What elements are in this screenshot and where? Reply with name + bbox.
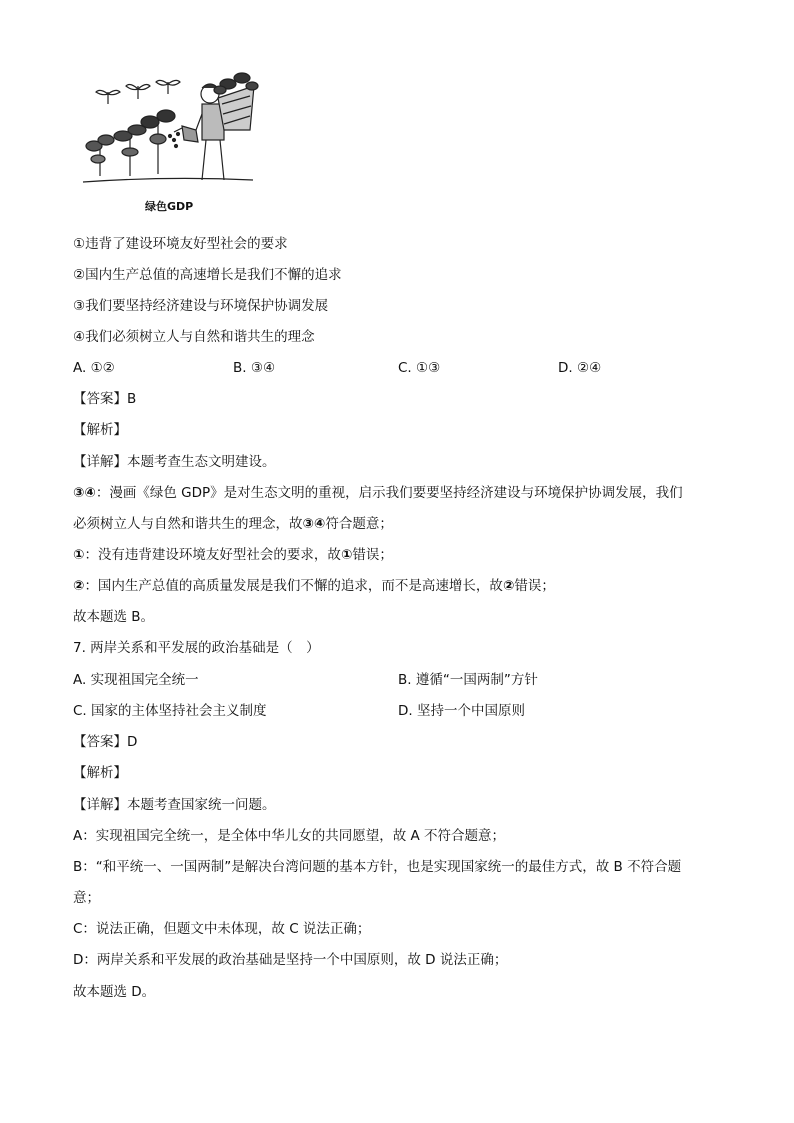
q7-option-d: D. 坚持一个中国原则 — [398, 703, 525, 719]
q6-option-d: D. ②④ — [558, 360, 602, 376]
q6-explain-3 — [73, 576, 555, 596]
explain-text: ：没有违背建设环境友好型社会的要求，故 — [84, 547, 341, 563]
q6-option-b: B. ③④ — [233, 360, 276, 376]
explain-key: ③④ — [73, 485, 96, 501]
q6-explain-1-cont — [73, 514, 393, 534]
q7-answer — [73, 732, 137, 752]
statement-4: ④我们必须树立人与自然和谐共生的理念 — [73, 329, 315, 345]
q6-explain-2 — [73, 545, 393, 565]
q7-explain-c: C：说法正确，但题文中未体现，故 C 说法正确； — [73, 921, 371, 937]
explain-text: 错误； — [352, 547, 393, 563]
explain-key: ② — [73, 578, 85, 594]
q7-explain-a: A：实现祖国完全统一，是全体中华儿女的共同愿望，故 A 不符合题意； — [73, 828, 506, 844]
cartoon-caption: 绿色GDP — [145, 200, 194, 213]
q7-conclusion: 故本题选 D。 — [73, 984, 156, 1000]
explain-text: 符合题意； — [325, 516, 393, 532]
q6-option-a: A. ①② — [73, 360, 115, 376]
detail-text: 本题考查国家统一问题。 — [127, 797, 276, 813]
q6-conclusion: 故本题选 B。 — [73, 609, 155, 625]
answer-value: B — [127, 391, 137, 407]
q6-option-c: C. ①③ — [398, 360, 441, 376]
q6-detail — [73, 452, 276, 472]
detail-tag: 【详解】 — [73, 454, 127, 470]
q7-option-b: B. 遵循“一国两制”方针 — [398, 672, 538, 688]
q7-explain-d: D：两岸关系和平发展的政治基础是坚持一个中国原则，故 D 说法正确； — [73, 952, 508, 968]
statement-3: ③我们要坚持经济建设与环境保护协调发展 — [73, 298, 329, 314]
q6-analysis-tag: 【解析】 — [73, 422, 127, 438]
q7-detail — [73, 795, 276, 815]
cartoon-drawing — [78, 64, 260, 194]
statement-2: ②国内生产总值的高速增长是我们不懈的追求 — [73, 267, 342, 283]
explain-text: 错误； — [514, 578, 555, 594]
q7-analysis-tag: 【解析】 — [73, 765, 127, 781]
explain-text: ：漫画《绿色 GDP》是对生态文明的重视，启示我们要要坚持经济建设与环境保护协调发展，我们 — [95, 485, 683, 501]
detail-text: 本题考查生态文明建设。 — [127, 454, 276, 470]
detail-tag: 【详解】 — [73, 797, 127, 813]
q7-stem: 7. 两岸关系和平发展的政治基础是（ ） — [73, 640, 320, 656]
explain-key: ③④ — [302, 516, 326, 532]
q7-explain-b: B：“和平统一、一国两制”是解决台湾问题的基本方针，也是实现国家统一的最佳方式，故 B 不符合题 — [73, 859, 682, 875]
answer-tag: 【答案】 — [73, 734, 127, 750]
q6-answer — [73, 389, 136, 409]
q7-option-a: A. 实现祖国完全统一 — [73, 672, 199, 688]
answer-value: D — [127, 734, 138, 750]
explain-key: ① — [340, 547, 353, 563]
q6-explain-1 — [73, 483, 683, 503]
answer-tag: 【答案】 — [73, 391, 127, 407]
green-gdp-cartoon — [78, 64, 260, 216]
explain-key: ② — [502, 578, 515, 594]
q7-option-c: C. 国家的主体坚持社会主义制度 — [73, 703, 267, 719]
statement-1: ①违背了建设环境友好型社会的要求 — [73, 236, 288, 252]
q7-explain-b-cont: 意； — [73, 890, 100, 906]
explain-key: ① — [73, 547, 85, 563]
explain-text: 必须树立人与自然和谐共生的理念，故 — [73, 516, 303, 532]
explain-text: ：国内生产总值的高质量发展是我们不懈的追求，而不是高速增长，故 — [84, 578, 503, 594]
